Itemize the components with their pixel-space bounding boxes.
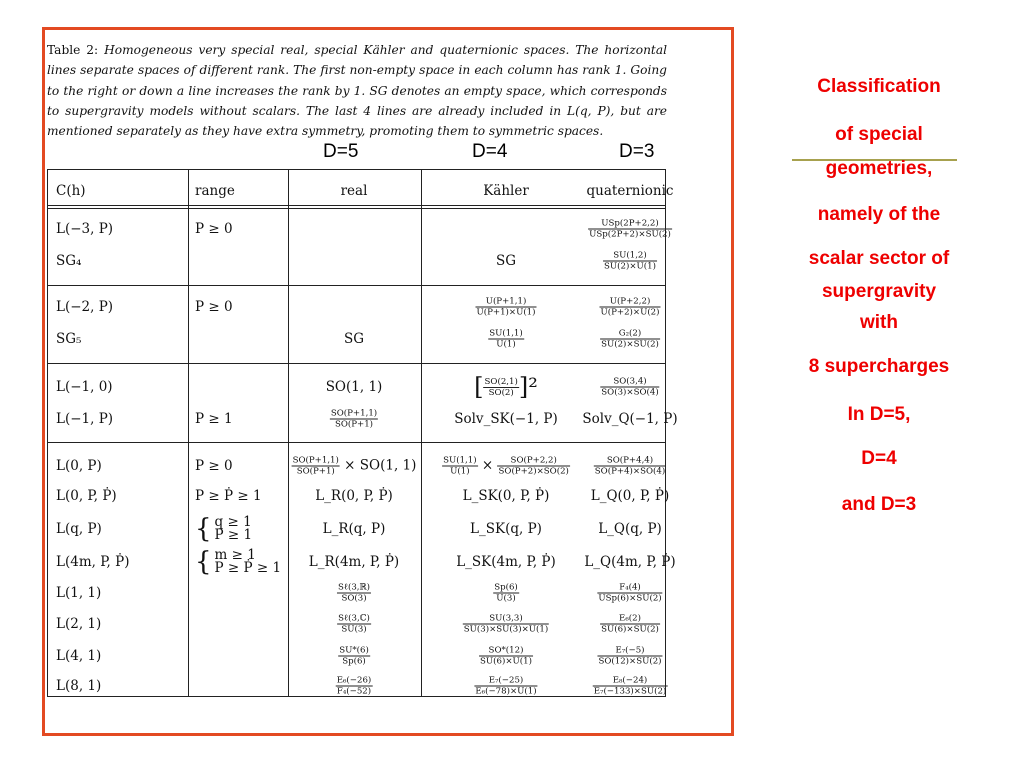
cell-quaternionic: $\frac{\text{F₄(4)}}{\text{USp(6)×SU(2)}}$ xyxy=(598,582,662,604)
cell-quaternionic: $\frac{SO(3,4)}{SO(3)\times SO(4)}$ xyxy=(601,376,659,398)
caption-label: Table 2: xyxy=(47,43,99,57)
cell-c-h: L(q, P) xyxy=(56,521,102,537)
cell-c-h: L(4, 1) xyxy=(56,648,102,664)
table-column-divider xyxy=(188,170,189,696)
cell-kahler: $\frac{SO*(12)}{SU(6)\times U(1)}$ xyxy=(480,645,532,667)
cell-quaternionic: $\frac{\text{E₈(−24)}}{\text{E₇(−133)×SU(2)}}$ xyxy=(593,675,667,697)
side-text-line: and D=3 xyxy=(841,494,917,515)
cell-c-h: SG₅ xyxy=(56,331,82,347)
cell-range: { q ≥ 1 P ≥ 1 xyxy=(195,513,253,544)
side-text-line: geometries, xyxy=(825,158,933,179)
table-row-divider xyxy=(48,285,665,286)
header-real: real xyxy=(340,183,368,199)
side-text-line: supergravity xyxy=(821,281,937,302)
cell-real: L_R(0, P, Ṗ) xyxy=(315,488,393,504)
cell-c-h: L(2, 1) xyxy=(56,616,102,632)
cell-c-h: L(8, 1) xyxy=(56,678,102,694)
cell-quaternionic: $\frac{SU(1,2)}{SU(2)\times U(1)}$ xyxy=(604,250,656,272)
cell-quaternionic: $\frac{\text{G₂(2)}}{SU(2)\times SU(2)}$ xyxy=(601,328,659,350)
cell-range: P ≥ 0 xyxy=(195,299,233,315)
side-text-line: 8 supercharges xyxy=(808,356,950,377)
cell-real: $\frac{SO(P+1,1)}{SO(P+1)}$ xyxy=(330,408,378,430)
cell-range: P ≥ Ṗ ≥ 1 xyxy=(195,488,262,504)
header-kahler: Kähler xyxy=(483,183,529,199)
cell-real: $\frac{\text{Sℓ(3,ℝ)}}{SO(3)}$ xyxy=(337,582,371,604)
cell-c-h: L(−1, P) xyxy=(56,411,114,427)
cell-c-h: L(−2, P) xyxy=(56,299,114,315)
cell-c-h: L(1, 1) xyxy=(56,585,102,601)
side-text-line: with xyxy=(860,312,898,333)
cell-real: $\frac{\text{Sℓ(3,ℂ)}}{SU(3)}$ xyxy=(338,613,370,635)
cell-kahler: Solv_SK(−1, P) xyxy=(454,411,558,427)
cell-kahler: SG xyxy=(495,253,517,269)
cell-range: P ≥ 0 xyxy=(195,458,233,474)
side-text-line: In D=5, xyxy=(847,404,911,425)
cell-quaternionic: $\frac{\text{E₇(−5)}}{SO(12)\times SU(2)}$ xyxy=(598,645,662,667)
cell-c-h: SG₄ xyxy=(56,253,82,269)
table-row-divider xyxy=(48,363,665,364)
cell-kahler: $\frac{Sp(6)}{U(3)}$ xyxy=(494,582,518,604)
dimension-label-d3: D=3 xyxy=(619,141,655,162)
cell-kahler: [ $\frac{SO(2,1)}{SO(2)}$ ]² xyxy=(474,373,538,401)
table-column-divider xyxy=(288,170,289,696)
cell-c-h: L(0, P, Ṗ) xyxy=(56,488,117,504)
table-row-divider xyxy=(48,442,665,443)
cell-real: $\frac{SU*(6)}{Sp(6)}$ xyxy=(339,645,369,667)
cell-c-h: L(−1, 0) xyxy=(56,379,113,395)
cell-kahler: L_SK(q, P) xyxy=(470,521,542,537)
header-quaternionic: quaternionic xyxy=(586,183,674,199)
table-row-divider xyxy=(48,205,665,206)
cell-kahler: $\frac{U(P+1,1)}{U(P+1)\times U(1)}$ xyxy=(476,296,536,318)
cell-real: $\frac{\text{E₆(−26)}}{\text{F₄(−52)}}$ xyxy=(336,675,372,697)
side-text-line: namely of the xyxy=(817,204,941,225)
header-c-h: C(h) xyxy=(56,183,86,199)
header-range: range xyxy=(195,183,235,199)
table-row-divider xyxy=(48,208,665,209)
cell-range: { m ≥ 1 P ≥ Ṗ ≥ 1 xyxy=(195,546,282,577)
side-text-line: scalar sector of xyxy=(808,248,950,269)
cell-range: P ≥ 0 xyxy=(195,221,233,237)
cell-kahler: L_SK(4m, P, Ṗ) xyxy=(456,554,556,570)
cell-c-h: L(4m, P, Ṗ) xyxy=(56,554,130,570)
cell-c-h: L(0, P) xyxy=(56,458,102,474)
cell-quaternionic: $\frac{\text{E₆(2)}}{SU(6)\times SU(2)}$ xyxy=(601,613,659,635)
cell-quaternionic: L_Q(q, P) xyxy=(598,521,662,537)
cell-real: SG xyxy=(343,331,365,347)
side-text-line: Classification xyxy=(817,76,941,97)
cell-real: L_R(4m, P, Ṗ) xyxy=(308,554,400,570)
cell-real: $\frac{SO(P+1,1)}{SO(P+1)}$ × SO(1, 1) xyxy=(292,455,417,477)
side-text-line: D=4 xyxy=(861,448,897,469)
caption-text: Homogeneous very special real, special Kähler and quaternionic spaces. The horizontal lines separate spaces of different rank. The first non-empty space in each column has rank 1. Going to the right or down a line increases the rank by 1. SG denotes an empty space, which corresponds to supergravity models without scalars. The last 4 lines are already included in L(q, P), but are mentioned separately as they have extra symmetry, promoting them to symmetric spaces. xyxy=(47,43,667,139)
cell-quaternionic: $\frac{U(P+2,2)}{U(P+2)\times U(2)}$ xyxy=(600,296,660,318)
table-column-divider xyxy=(421,170,422,696)
dimension-label-d5: D=5 xyxy=(323,141,359,162)
classification-table xyxy=(47,169,678,697)
cell-kahler: L_SK(0, P, Ṗ) xyxy=(462,488,550,504)
table-caption xyxy=(47,40,667,141)
cell-quaternionic: $\frac{\text{USp(2P+2,2)}}{\text{USp(2P+2)×SU(2)}}$ xyxy=(589,218,671,240)
cell-kahler: $\frac{\text{E₇(−25)}}{\text{E₆(−78)×U(1)}}$ xyxy=(475,675,537,697)
side-text-line: of special xyxy=(835,124,923,145)
cell-quaternionic: $\frac{SO(P+4,4)}{SO(P+4)\times SO(4)}$ xyxy=(594,455,666,477)
cell-kahler: $\frac{SU(1,1)}{U(1)}$ × $\frac{SO(P+2,2)}{SO(P+2)\times SO(2)}$ xyxy=(443,455,569,477)
cell-kahler: $\frac{SU(1,1)}{U(1)}$ xyxy=(489,328,523,350)
dimension-label-d4: D=4 xyxy=(472,141,508,162)
cell-quaternionic: L_Q(4m, P, Ṗ) xyxy=(584,554,676,570)
cell-range: P ≥ 1 xyxy=(195,411,233,427)
cell-real: SO(1, 1) xyxy=(325,379,383,395)
cell-quaternionic: Solv_Q(−1, P) xyxy=(582,411,678,427)
cell-quaternionic: L_Q(0, P, Ṗ) xyxy=(590,488,670,504)
cell-c-h: L(−3, P) xyxy=(56,221,114,237)
cell-real: L_R(q, P) xyxy=(322,521,386,537)
cell-kahler: $\frac{SU(3,3)}{SU(3)\times SU(3)\times U(1)}$ xyxy=(463,613,549,635)
